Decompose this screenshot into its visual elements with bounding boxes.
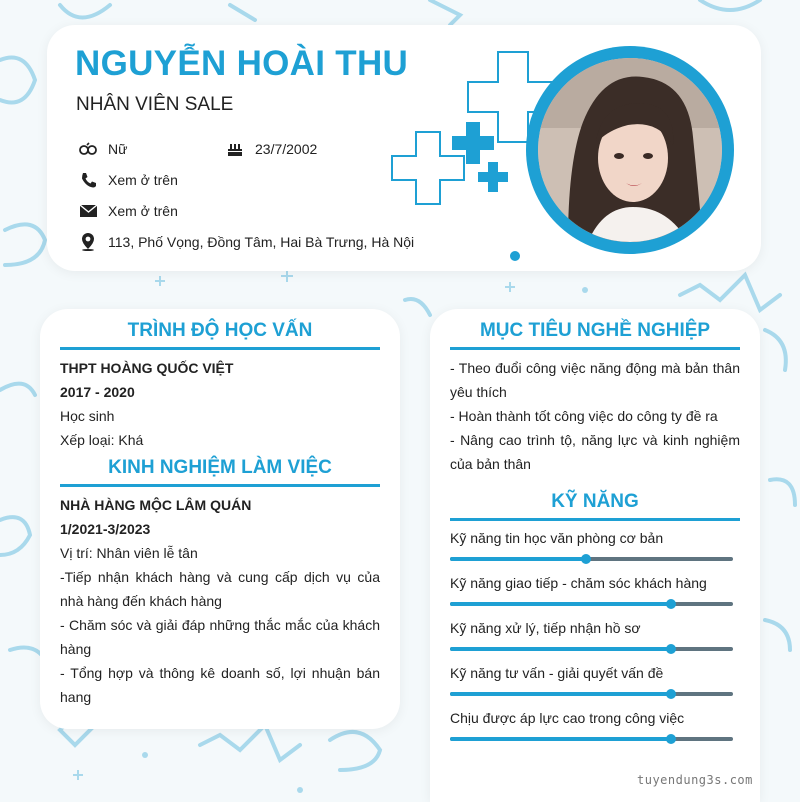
watermark: tuyendung3s.com (637, 773, 753, 787)
birthday-row (226, 140, 317, 158)
skill-bar-fill (450, 557, 586, 561)
skill-bar-fill (450, 647, 671, 651)
objective-line-1: - Theo đuổi công việc năng động mà bản thân yêu thích (450, 360, 740, 400)
objective-line-2: - Hoàn thành tốt công việc do công ty đề ra (450, 408, 718, 424)
job-title: NHÂN VIÊN SALE (76, 94, 234, 115)
objective-title: MỤC TIÊU NGHỀ NGHIỆP (479, 320, 711, 341)
education-grade: Xếp loại: Khá (60, 432, 144, 448)
skill-bar-track (450, 557, 733, 561)
education-major: Học sinh (60, 408, 115, 424)
skill-bar-track (450, 647, 733, 651)
experience-duty-3: - Tổng hợp và thông kê doanh số, lợi nhuận bán hang (60, 665, 380, 705)
skill-bar-knob (666, 689, 676, 699)
skill-bar-knob (666, 599, 676, 609)
skill-bar-knob (666, 644, 676, 654)
avatar (538, 58, 722, 242)
experience-company: NHÀ HÀNG MỘC LÂM QUÁN (60, 497, 252, 513)
birthday-text: 23/7/2002 (255, 141, 318, 157)
email-text: Xem ở trên (108, 203, 178, 219)
phone-row (79, 171, 178, 189)
skill-label: Kỹ năng xử lý, tiếp nhận hồ sơ (450, 620, 641, 636)
skill-label: Kỹ năng tin học văn phòng cơ bản (450, 530, 664, 546)
email-icon (79, 202, 97, 220)
objective-line-3: - Nâng cao trình tộ, năng lực và kinh nghiệm của bản thân (450, 432, 740, 472)
gender-icon (79, 140, 97, 158)
experience-duty-1: -Tiếp nhận khách hàng và cung cấp dịch vụ của nhà hàng đến khách hàng (60, 569, 380, 609)
experience-divider (60, 484, 380, 487)
skill-label: Kỹ năng giao tiếp - chăm sóc khách hàng (450, 575, 707, 591)
skill-bar-track (450, 692, 733, 696)
experience-position: Vị trí: Nhân viên lễ tân (60, 545, 198, 561)
gender-row (79, 140, 127, 158)
skills-title: KỸ NĂNG (551, 491, 639, 512)
skill-label: Chịu được áp lực cao trong công việc (450, 710, 685, 726)
objective-divider (450, 347, 740, 350)
address-row (79, 233, 414, 251)
skill-bar-fill (450, 737, 671, 741)
education-divider (60, 347, 380, 350)
email-row (79, 202, 178, 220)
skill-bar-track (450, 602, 733, 606)
skill-bar-fill (450, 602, 671, 606)
skill-bar-knob (581, 554, 591, 564)
skill-bar-knob (666, 734, 676, 744)
skill-bar-track (450, 737, 733, 741)
birthday-cake-icon (226, 140, 244, 158)
phone-icon (79, 171, 97, 189)
gender-text: Nữ (108, 141, 128, 157)
education-title: TRÌNH ĐỘ HỌC VẤN (127, 320, 313, 341)
experience-period: 1/2021-3/2023 (60, 521, 151, 537)
skills-divider (450, 518, 740, 521)
experience-title: KINH NGHIỆM LÀM VIỆC (108, 457, 332, 478)
education-school: THPT HOÀNG QUỐC VIỆT (60, 360, 234, 376)
location-pin-icon (79, 233, 97, 251)
education-period: 2017 - 2020 (60, 384, 135, 400)
address-text: 113, Phố Vọng, Đồng Tâm, Hai Bà Trưng, Hà Nội (108, 234, 415, 250)
candidate-name: NGUYỄN HOÀI THU (75, 44, 409, 83)
skill-bar-fill (450, 692, 671, 696)
experience-duty-2: - Chăm sóc và giải đáp những thắc mắc của khách hàng (60, 617, 380, 657)
skill-label: Kỹ năng tư vấn - giải quyết vấn đề (450, 665, 664, 681)
phone-text: Xem ở trên (108, 172, 178, 188)
